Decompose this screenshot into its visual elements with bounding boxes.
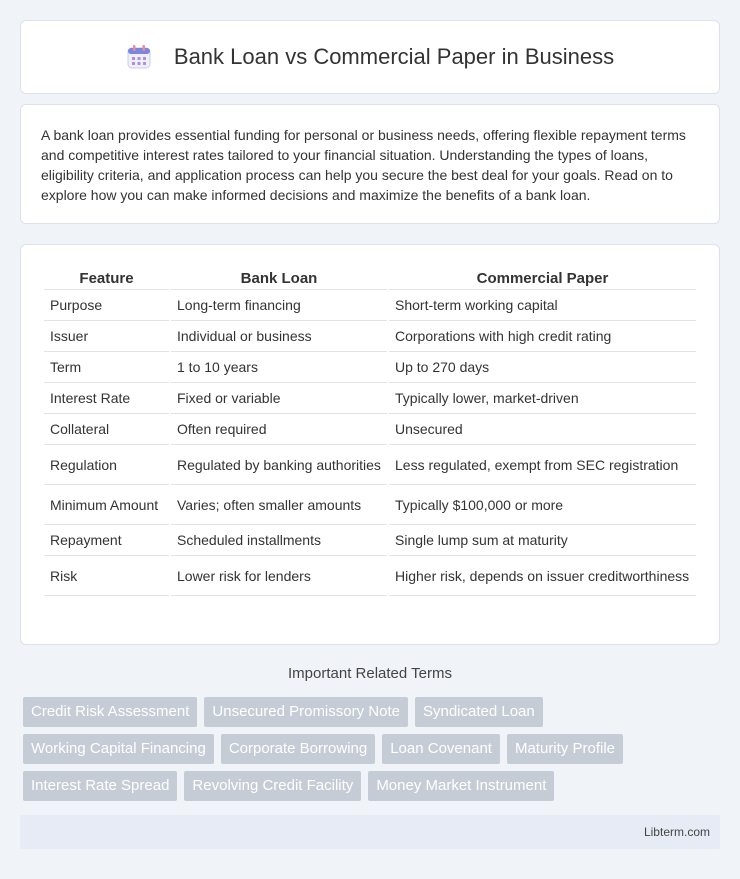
tag-working-capital-financing[interactable]: Working Capital Financing <box>23 734 214 764</box>
table-row <box>44 485 696 525</box>
tag-revolving-credit-facility[interactable]: Revolving Credit Facility <box>184 771 361 801</box>
page-title: Bank Loan vs Commercial Paper in Business <box>173 44 615 69</box>
column-header-bank-loan: Bank Loan <box>171 265 387 290</box>
table-cell: Lower risk for lenders <box>171 556 387 596</box>
table-row <box>44 525 696 556</box>
table-row <box>44 352 696 383</box>
footer-brand-link[interactable]: Libterm.com <box>643 825 710 839</box>
footer <box>20 815 720 849</box>
table-cell: Fixed or variable <box>171 383 387 414</box>
table-row <box>44 445 696 485</box>
table-cell: Corporations with high credit rating <box>389 321 696 352</box>
table-cell: Interest Rate <box>44 383 169 414</box>
table-cell: Typically lower, market-driven <box>389 383 696 414</box>
tag-interest-rate-spread[interactable]: Interest Rate Spread <box>23 771 177 801</box>
column-header-commercial-paper: Commercial Paper <box>389 265 696 290</box>
tag-syndicated-loan[interactable]: Syndicated Loan <box>415 697 543 727</box>
related-terms-list <box>23 697 723 808</box>
calendar-icon <box>126 44 152 70</box>
tag-corporate-borrowing[interactable]: Corporate Borrowing <box>221 734 375 764</box>
table-cell: Unsecured <box>389 414 696 445</box>
table-row <box>44 556 696 596</box>
table-cell: Typically $100,000 or more <box>389 485 696 525</box>
table-cell: Regulated by banking authorities <box>171 445 387 485</box>
table-cell: Single lump sum at maturity <box>389 525 696 556</box>
table-cell: Less regulated, exempt from SEC registration <box>389 445 696 485</box>
table-cell: Issuer <box>44 321 169 352</box>
table-cell: 1 to 10 years <box>171 352 387 383</box>
table-cell: Higher risk, depends on issuer creditworthiness <box>389 556 696 596</box>
table-cell: Up to 270 days <box>389 352 696 383</box>
tag-credit-risk-assessment[interactable]: Credit Risk Assessment <box>23 697 197 727</box>
table-cell: Individual or business <box>171 321 387 352</box>
table-cell: Purpose <box>44 290 169 321</box>
table-row <box>44 290 696 321</box>
comparison-table-card <box>20 244 720 645</box>
table-row <box>44 414 696 445</box>
table-cell: Scheduled installments <box>171 525 387 556</box>
table-cell: Long-term financing <box>171 290 387 321</box>
tag-maturity-profile[interactable]: Maturity Profile <box>507 734 623 764</box>
table-cell: Term <box>44 352 169 383</box>
table-row <box>44 321 696 352</box>
table-cell: Short-term working capital <box>389 290 696 321</box>
table-cell: Often required <box>171 414 387 445</box>
table-cell: Repayment <box>44 525 169 556</box>
related-terms-heading: Important Related Terms <box>288 665 452 682</box>
table-cell: Minimum Amount <box>44 485 169 525</box>
table-cell: Regulation <box>44 445 169 485</box>
column-header-feature: Feature <box>44 265 169 290</box>
table-cell: Varies; often smaller amounts <box>171 485 387 525</box>
page-header <box>20 20 720 94</box>
table-row <box>44 383 696 414</box>
tag-money-market-instrument[interactable]: Money Market Instrument <box>368 771 554 801</box>
comparison-table <box>42 265 698 596</box>
table-cell: Risk <box>44 556 169 596</box>
table-cell: Collateral <box>44 414 169 445</box>
intro-paragraph: A bank loan provides essential funding for personal or business needs, offering flexible repayment terms and competitive interest rates tailored to your financial situation. Understanding the types of loans, eligibility criteria, and application process can help you secure the best deal for your goals. Read on to explore how you can make informed decisions and maximize the benefits of a bank loan. <box>20 104 720 224</box>
tag-loan-covenant[interactable]: Loan Covenant <box>382 734 500 764</box>
tag-unsecured-promissory-note[interactable]: Unsecured Promissory Note <box>204 697 408 727</box>
